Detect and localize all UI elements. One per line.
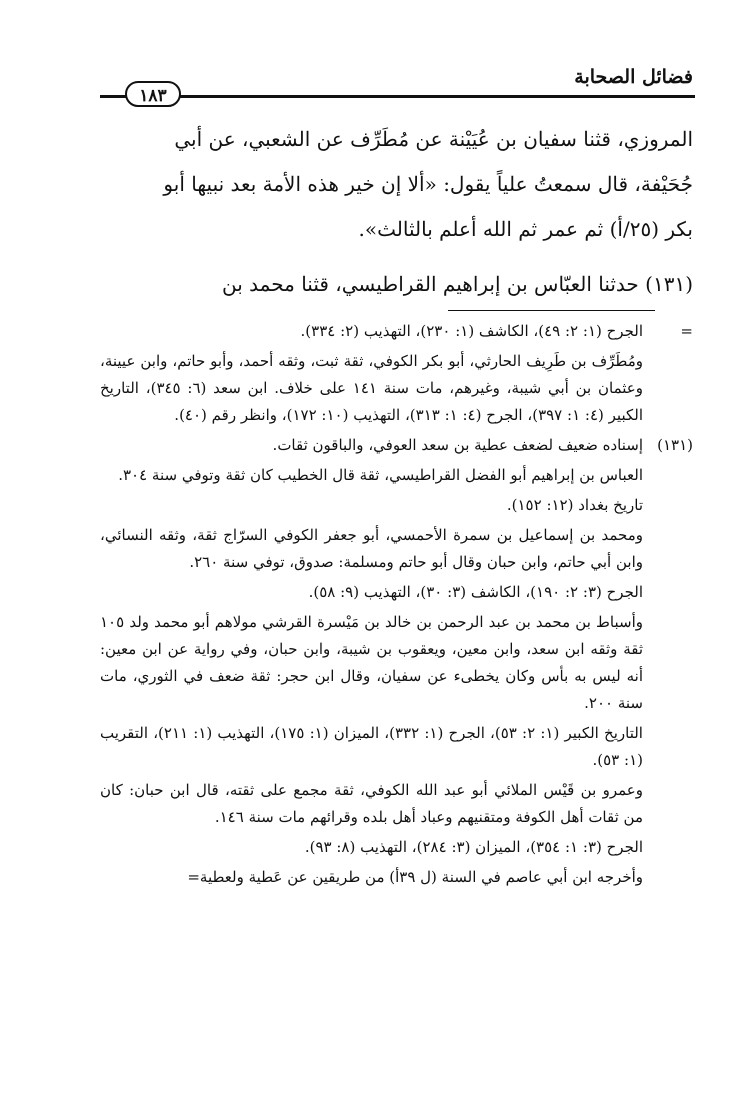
footnote-paragraph: وأسباط بن محمد بن عبد الرحمن بن خالد بن مَيْسرة القرشي مولاهم أبو محمد ولد ١٠٥ ثقة وثقه ابن سعد، وابن معين، ويعقوب بن شيبة، وابن حبان، وفي رواية عن ابن معين: أنه ليس به بأس وكان يخطىء عن سفيان، وقال ابن حجر: ثقة ضعف في الثوري، مات سنة ٢٠٠.: [100, 613, 644, 712]
header-rule: [100, 95, 695, 98]
main-text-line: جُحَيْفة، قال سمعتُ علياً يقول: «ألا إن خير هذه الأمة بعد نبيها أبو: [163, 172, 693, 196]
footnote-paragraph: ومحمد بن إسماعيل بن سمرة الأحمسي، أبو جعفر الكوفي السرّاج ثقة، وثقه النسائي، وابن أبي حاتم، وابن حبان وقال أبو حاتم ومسلمة: صدوق، توفي سنة ٢٦٠.: [100, 526, 643, 571]
footnote-paragraph: الجرح (١: ٢: ٤٩)، الكاشف (١: ٢٣٠)، التهذيب (٢: ٣٣٤).: [300, 322, 643, 340]
footnote-paragraph: التاريخ الكبير (١: ٢: ٥٣)، الجرح (١: ٣٣٢)، الميزان (١: ١٧٥)، التهذيب (١: ٢١١)، التقريب (١: ٥٣).: [100, 724, 643, 769]
main-text-line: المروزي، قثنا سفيان بن عُيَيْنة عن مُطَرِّف عن الشعبي، عن أبي: [174, 127, 693, 151]
running-header-title: فضائل الصحابة: [574, 66, 693, 88]
footnote-paragraph: وعمرو بن قَيْس الملائي أبو عبد الله الكوفي، ثقة مجمع على ثقته، قال ابن حبان: كان من ثقات أهل الكوفة ومتقنيهم وعباد أهل بلده وقرائهم مات سنة ١٤٦.: [100, 781, 643, 826]
main-text: [100, 117, 693, 307]
footnotes: [100, 318, 693, 894]
main-text-line: بكر (٢٥/أ) ثم عمر ثم الله أعلم بالثالث».: [358, 217, 693, 241]
footnote-131: [100, 432, 693, 894]
page-number: ١٨٣: [125, 81, 181, 107]
footnote-paragraph: تاريخ بغداد (١٢: ١٥٢).: [506, 496, 643, 514]
footnote-body: [100, 432, 643, 894]
footnote-paragraph: إسناده ضعيف لضعف عطية بن سعد العوفي، والباقون ثقات.: [272, 436, 643, 454]
footnote-number: (١٣١): [657, 436, 693, 454]
footnote-paragraph: العباس بن إبراهيم أبو الفضل القراطيسي، ثقة قال الخطيب كان ثقة وتوفي سنة ٣٠٤.: [118, 466, 643, 484]
footnote-separator: [448, 310, 655, 311]
footnote-continuation: [100, 318, 693, 432]
main-text-line: (١٣١) حدثنا العبّاس بن إبراهيم القراطيسي، قثنا محمد بن: [222, 272, 693, 296]
footnote-paragraph: الجرح (٣: ١: ٣٥٤)، الميزان (٣: ٢٨٤)، التهذيب (٨: ٩٣).: [304, 838, 643, 856]
footnote-paragraph: ومُطَرِّف بن طَرِيف الحارثي، أبو بكر الكوفي، ثقة ثبت، وثقه أحمد، وأبو حاتم، وابن عيينة، وعثمان بن أبي شيبة، وغيرهم، مات سنة ١٤١ على خلاف. ابن سعد (٦: ٣٤٥)، التاريخ الكبير (٤: ١: ٣٩٧)، الجرح (٤: ١: ٣١٣)، التهذيب (١٠: ١٧٢)، وانظر رقم (٤٠).: [100, 352, 643, 424]
footnote-paragraph: الجرح (٣: ٢: ١٩٠)، الكاشف (٣: ٣٠)، التهذيب (٩: ٥٨).: [308, 583, 643, 601]
continuation-mark: =: [680, 322, 693, 340]
footnote-body: [100, 318, 643, 432]
footnote-paragraph: وأخرجه ابن أبي عاصم في السنة (ل ٣٩أ) من طريقين عن عَطية ولعطية=: [187, 868, 643, 886]
